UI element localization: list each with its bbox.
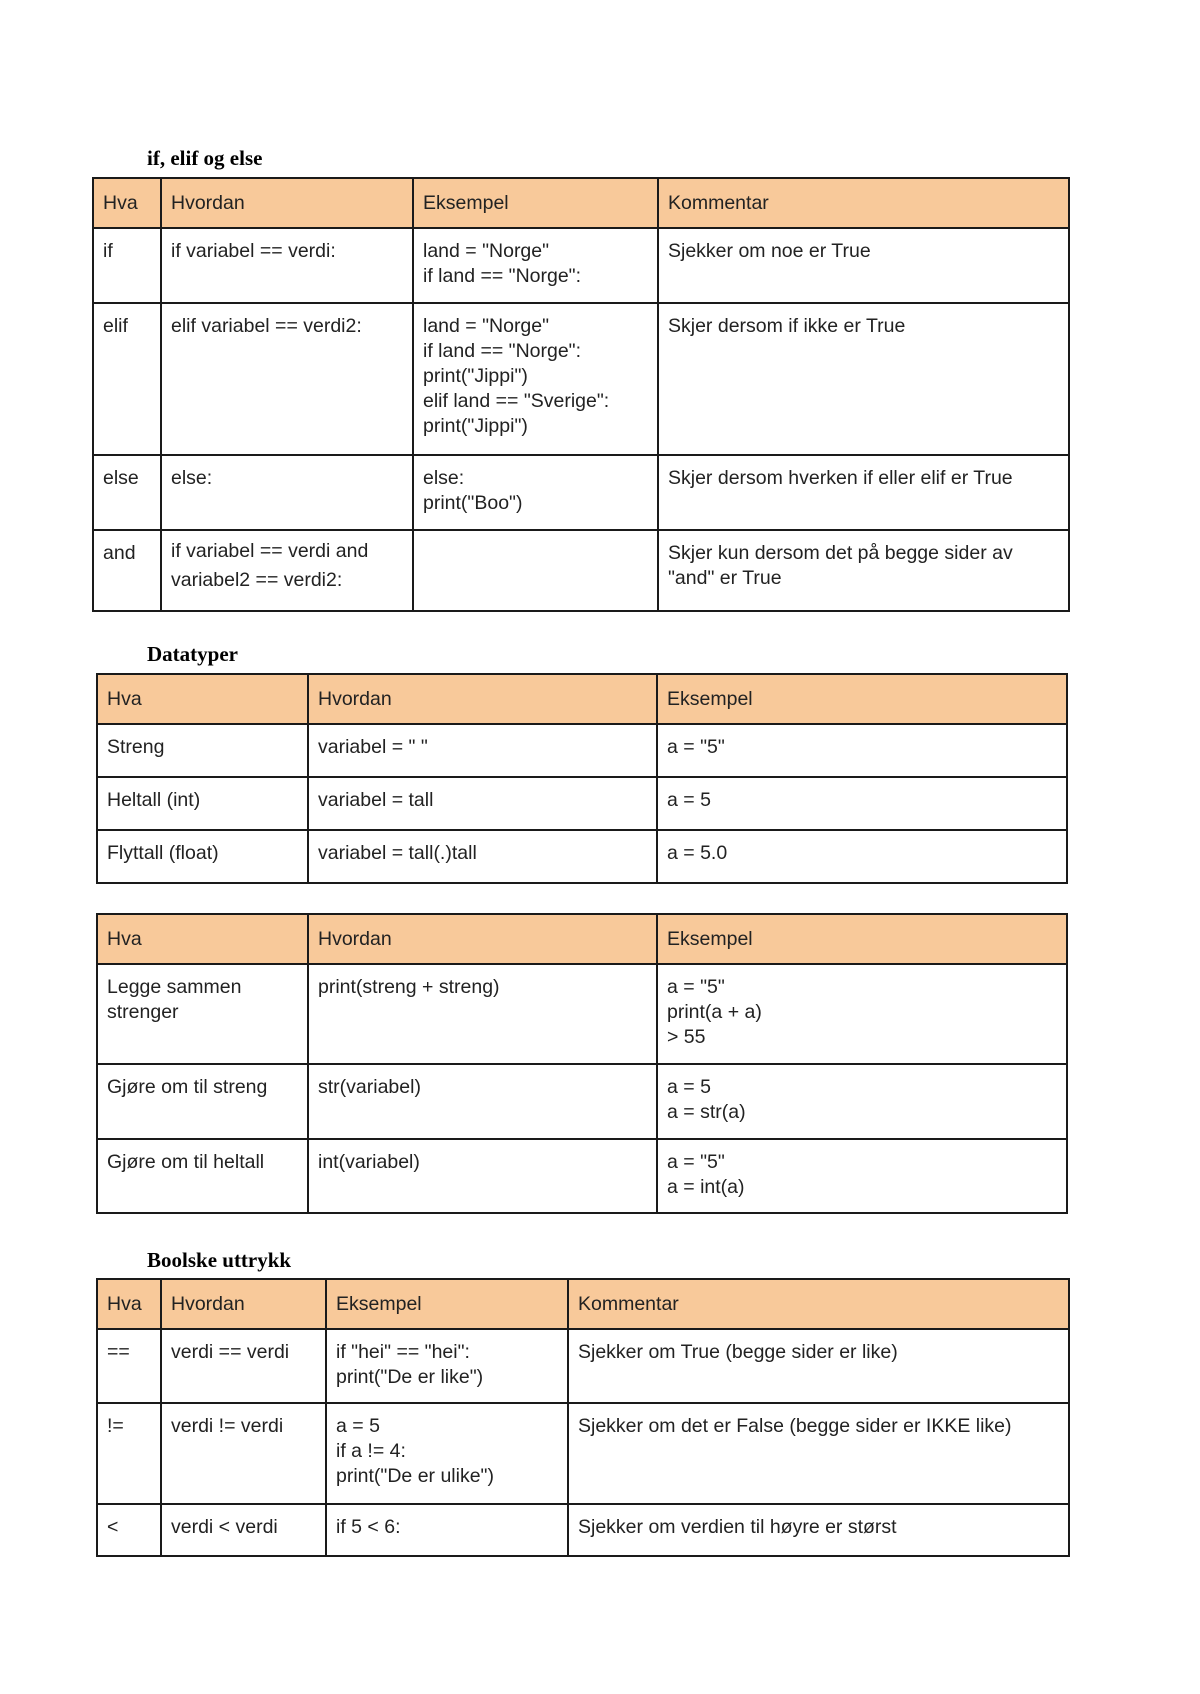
cell-hvordan: variabel = " ": [308, 724, 657, 777]
table-header-row: [93, 178, 1069, 228]
table-row: [97, 1403, 1069, 1504]
cell-hvordan: variabel = tall: [308, 777, 657, 830]
cell-kommentar: Skjer kun dersom det på begge sider av "and" er True: [658, 530, 1069, 611]
cell-kommentar: Sjekker om verdien til høyre er størst: [568, 1504, 1069, 1556]
cell-hva: !=: [97, 1403, 161, 1504]
cell-kommentar: Skjer dersom if ikke er True: [658, 303, 1069, 455]
cell-hva: Gjøre om til streng: [97, 1064, 308, 1139]
column-header-hvordan: Hvordan: [161, 1279, 326, 1329]
cell-eksempel: if "hei" == "hei": print("De er like"): [326, 1329, 568, 1403]
cell-hvordan: else:: [161, 455, 413, 530]
table-row: [93, 530, 1069, 611]
column-header-eksempel: Eksempel: [326, 1279, 568, 1329]
column-header-eksempel: Eksempel: [657, 674, 1067, 724]
cell-hva: else: [93, 455, 161, 530]
column-header-hvordan: Hvordan: [308, 674, 657, 724]
cell-eksempel: a = "5": [657, 724, 1067, 777]
cell-eksempel: a = 5 a = str(a): [657, 1064, 1067, 1139]
cell-hva: and: [93, 530, 161, 611]
cell-hva: Legge sammen strenger: [97, 964, 308, 1064]
column-header-hva: Hva: [97, 914, 308, 964]
table-row: [97, 830, 1067, 883]
cell-hva: elif: [93, 303, 161, 455]
konvertering-table: [96, 913, 1068, 1214]
cell-hva: ==: [97, 1329, 161, 1403]
cell-hva: Heltall (int): [97, 777, 308, 830]
table-row: [97, 1329, 1069, 1403]
cell-eksempel: if 5 < 6:: [326, 1504, 568, 1556]
cell-eksempel: else: print("Boo"): [413, 455, 658, 530]
boolske-uttrykk-table: [96, 1278, 1070, 1557]
column-header-eksempel: Eksempel: [413, 178, 658, 228]
column-header-hvordan: Hvordan: [308, 914, 657, 964]
cell-eksempel: a = 5: [657, 777, 1067, 830]
column-header-hva: Hva: [97, 1279, 161, 1329]
cell-eksempel: a = 5 if a != 4: print("De er ulike"): [326, 1403, 568, 1504]
section-title-if: if, elif og else: [147, 146, 263, 170]
cell-eksempel: a = "5" a = int(a): [657, 1139, 1067, 1213]
table-row: [97, 1504, 1069, 1556]
if-elif-else-table: [92, 177, 1070, 612]
cell-eksempel: a = 5.0: [657, 830, 1067, 883]
column-header-kommentar: Kommentar: [568, 1279, 1069, 1329]
table-row: [97, 964, 1067, 1064]
table-header-row: [97, 674, 1067, 724]
cell-hva: Flyttall (float): [97, 830, 308, 883]
cell-kommentar: Sjekker om noe er True: [658, 228, 1069, 303]
cell-kommentar: Sjekker om True (begge sider er like): [568, 1329, 1069, 1403]
cell-hvordan: elif variabel == verdi2:: [161, 303, 413, 455]
cell-hvordan: if variabel == verdi:: [161, 228, 413, 303]
cell-eksempel: land = "Norge" if land == "Norge": print("Jippi") elif land == "Sverige": print("Jippi"): [413, 303, 658, 455]
table-row: [97, 1064, 1067, 1139]
cell-hvordan: int(variabel): [308, 1139, 657, 1213]
cell-kommentar: Skjer dersom hverken if eller elif er True: [658, 455, 1069, 530]
cell-kommentar: Sjekker om det er False (begge sider er IKKE like): [568, 1403, 1069, 1504]
cell-hvordan: print(streng + streng): [308, 964, 657, 1064]
section-title-boolske: Boolske uttrykk: [147, 1248, 292, 1272]
table-row: [97, 724, 1067, 777]
cell-hvordan: variabel = tall(.)tall: [308, 830, 657, 883]
cell-hva: Gjøre om til heltall: [97, 1139, 308, 1213]
section-title-datatyper: Datatyper: [147, 642, 238, 666]
cell-hva: <: [97, 1504, 161, 1556]
table-header-row: [97, 914, 1067, 964]
cell-hvordan: if variabel == verdi and variabel2 == verdi2:: [161, 530, 413, 611]
column-header-eksempel: Eksempel: [657, 914, 1067, 964]
cell-hvordan: str(variabel): [308, 1064, 657, 1139]
cell-hvordan: verdi == verdi: [161, 1329, 326, 1403]
column-header-kommentar: Kommentar: [658, 178, 1069, 228]
column-header-hvordan: Hvordan: [161, 178, 413, 228]
cell-eksempel: a = "5" print(a + a) > 55: [657, 964, 1067, 1064]
datatyper-table: [96, 673, 1068, 884]
column-header-hva: Hva: [97, 674, 308, 724]
cell-eksempel: land = "Norge" if land == "Norge":: [413, 228, 658, 303]
table-row: [93, 455, 1069, 530]
table-row: [93, 228, 1069, 303]
table-header-row: [97, 1279, 1069, 1329]
cell-hva: if: [93, 228, 161, 303]
table-row: [97, 1139, 1067, 1213]
table-row: [93, 303, 1069, 455]
cell-hvordan: verdi != verdi: [161, 1403, 326, 1504]
cell-eksempel: [413, 530, 658, 611]
column-header-hva: Hva: [93, 178, 161, 228]
cell-hvordan: verdi < verdi: [161, 1504, 326, 1556]
cell-hva: Streng: [97, 724, 308, 777]
table-row: [97, 777, 1067, 830]
